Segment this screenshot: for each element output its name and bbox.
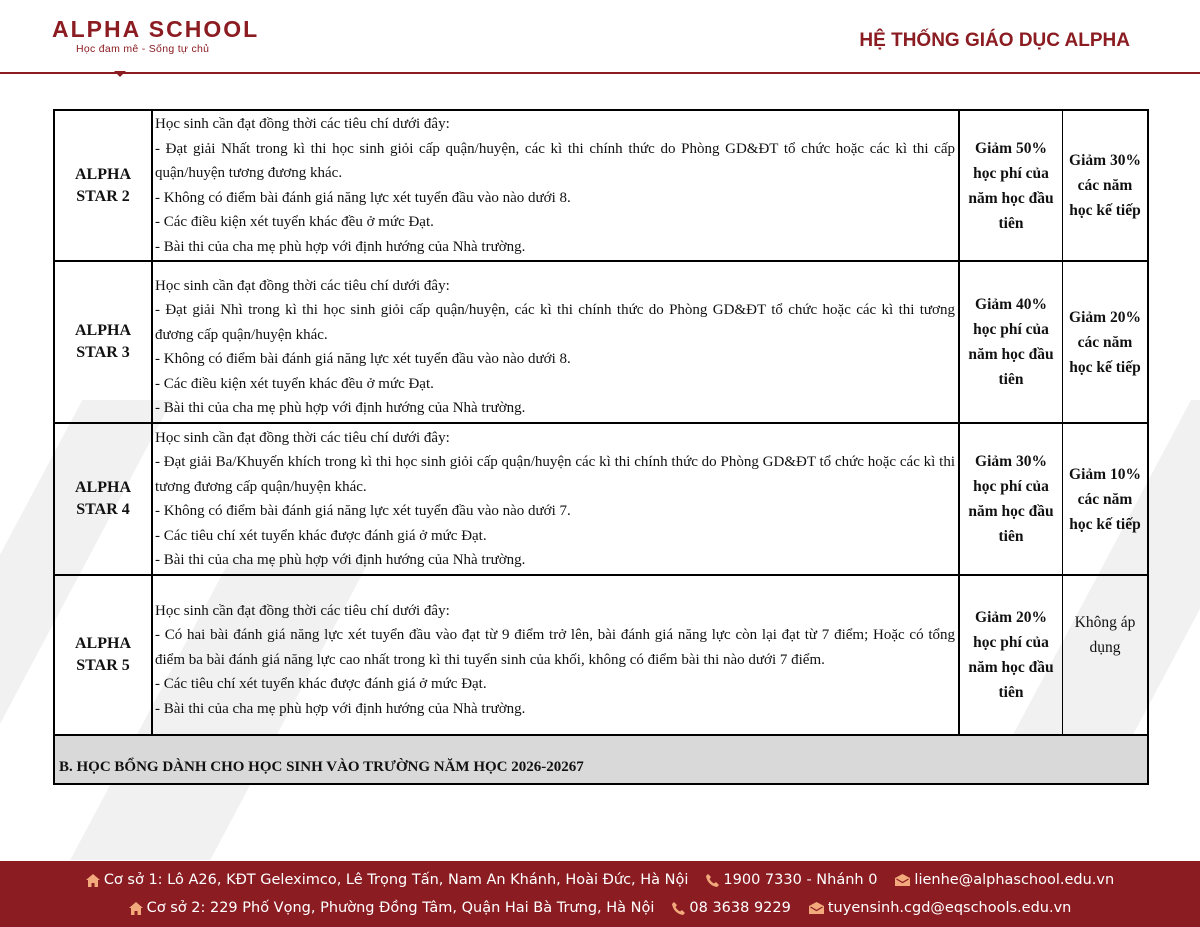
table-row	[54, 423, 1148, 575]
header-title: HỆ THỐNG GIÁO DỤC ALPHA	[859, 30, 1130, 51]
star-name: ALPHA STAR 2	[54, 110, 152, 261]
next-years-discount: Giảm 20% các năm học kế tiếp	[1063, 261, 1149, 423]
next-years-discount: Giảm 30% các năm học kế tiếp	[1063, 110, 1149, 261]
next-years-discount: Giảm 10% các năm học kế tiếp	[1063, 423, 1149, 575]
mail-icon	[809, 902, 824, 914]
table-row	[54, 261, 1148, 423]
criteria-line: - Các tiêu chí xét tuyển khác được đánh giá ở mức Đạt.	[155, 676, 487, 693]
criteria-line: - Bài thi của cha mẹ phù hợp với định hướng của Nhà trường.	[155, 700, 526, 717]
criteria-line: - Đạt giải Nhì trong kì thi học sinh giỏi cấp quận/huyện, các kì thi chính thức do Phòng GD&ĐT tổ chức hoặc các kì thi tương đương cấp quận/huyện khác.	[155, 302, 955, 343]
table-row	[54, 575, 1148, 735]
logo-title: ALPHA SCHOOL	[52, 16, 260, 42]
criteria-cell	[152, 575, 959, 735]
first-year-discount: Giảm 40% học phí của năm học đầu tiên	[959, 261, 1063, 423]
criteria-line: - Các điều kiện xét tuyển khác đều ở mức Đạt.	[155, 214, 434, 230]
page-header	[0, 0, 1200, 76]
email-link[interactable]: tuyensinh.cgd@eqschools.edu.vn	[809, 900, 1072, 916]
criteria-line: - Bài thi của cha mẹ phù hợp với định hướng của Nhà trường.	[155, 552, 526, 568]
logo-tagline: Học đam mê - Sống tự chủ	[76, 43, 210, 55]
home-icon	[129, 902, 143, 915]
criteria-line: Học sinh cần đạt đồng thời các tiêu chí dưới đây:	[155, 602, 450, 619]
campus-address: Cơ sở 2: 229 Phố Vọng, Phường Đồng Tâm, Quận Hai Bà Trưng, Hà Nội	[129, 900, 655, 916]
star-name: ALPHA STAR 5	[54, 575, 152, 735]
table-row	[54, 110, 1148, 261]
first-year-discount: Giảm 50% học phí của năm học đầu tiên	[959, 110, 1063, 261]
criteria-line: Học sinh cần đạt đồng thời các tiêu chí dưới đây:	[155, 429, 450, 446]
page-footer	[0, 861, 1200, 927]
first-year-discount: Giảm 20% học phí của năm học đầu tiên	[959, 575, 1063, 735]
header-divider	[0, 72, 1200, 74]
section-b-row	[54, 735, 1148, 784]
phone-icon	[706, 874, 719, 887]
header-notch	[114, 71, 126, 77]
home-icon	[86, 874, 100, 887]
phone-icon	[672, 902, 685, 915]
footer-row	[0, 900, 1200, 916]
mail-icon	[895, 874, 910, 886]
criteria-line: Học sinh cần đạt đồng thời các tiêu chí dưới đây:	[155, 116, 450, 132]
criteria-line: - Không có điểm bài đánh giá năng lực xét tuyển đầu vào nào dưới 7.	[155, 503, 571, 519]
criteria-cell	[152, 110, 959, 261]
criteria-line: - Có hai bài đánh giá năng lực xét tuyển đầu vào đạt từ 9 điểm trở lên, bài đánh giá năng lực còn lại đạt từ 7 điểm; Hoặc có tổng điểm ba bài đánh giá năng lực cao nhất trong kì thi tuyển sinh của khối, không có điểm bài thi nào dưới 7 điểm.	[155, 627, 955, 668]
criteria-line: - Không có điểm bài đánh giá năng lực xét tuyển đầu vào nào dưới 8.	[155, 351, 571, 367]
criteria-cell	[152, 423, 959, 575]
next-years-discount: Không áp dụng	[1063, 575, 1149, 735]
phone-number[interactable]: 1900 7330 - Nhánh 0	[706, 872, 877, 888]
criteria-line: Học sinh cần đạt đồng thời các tiêu chí dưới đây:	[155, 277, 450, 294]
campus-address: Cơ sở 1: Lô A26, KĐT Geleximco, Lê Trọng Tấn, Nam An Khánh, Hoài Đức, Hà Nội	[86, 872, 689, 888]
footer-row	[0, 872, 1200, 888]
first-year-discount: Giảm 30% học phí của năm học đầu tiên	[959, 423, 1063, 575]
criteria-line: - Không có điểm bài đánh giá năng lực xét tuyển đầu vào nào dưới 8.	[155, 189, 571, 206]
criteria-line: - Bài thi của cha mẹ phù hợp với định hướng của Nhà trường.	[155, 238, 526, 255]
star-name: ALPHA STAR 4	[54, 423, 152, 575]
phone-number[interactable]: 08 3638 9229	[672, 900, 790, 916]
criteria-line: - Đạt giải Nhất trong kì thi học sinh giỏi cấp quận/huyện, các kì thi chính thức do Phòng GD&ĐT tổ chức hoặc các kì thi cấp quận/huyện tương đương khác.	[155, 140, 955, 181]
criteria-line: - Đạt giải Ba/Khuyến khích trong kì thi học sinh giỏi cấp quận/huyện các kì thi chính thức do Phòng GD&ĐT tổ chức hoặc các kì thi tương đương cấp quận/huyện khác.	[155, 454, 955, 495]
star-name: ALPHA STAR 3	[54, 261, 152, 423]
scholarship-table	[53, 109, 1149, 785]
email-link[interactable]: lienhe@alphaschool.edu.vn	[895, 872, 1114, 888]
criteria-cell	[152, 261, 959, 423]
criteria-line: - Bài thi của cha mẹ phù hợp với định hướng của Nhà trường.	[155, 400, 526, 416]
criteria-line: - Các tiêu chí xét tuyển khác được đánh giá ở mức Đạt.	[155, 527, 487, 544]
criteria-line: - Các điều kiện xét tuyển khác đều ở mức Đạt.	[155, 375, 434, 392]
section-b-heading: B. HỌC BỔNG DÀNH CHO HỌC SINH VÀO TRƯỜNG NĂM HỌC 2026-20267	[54, 735, 1148, 784]
